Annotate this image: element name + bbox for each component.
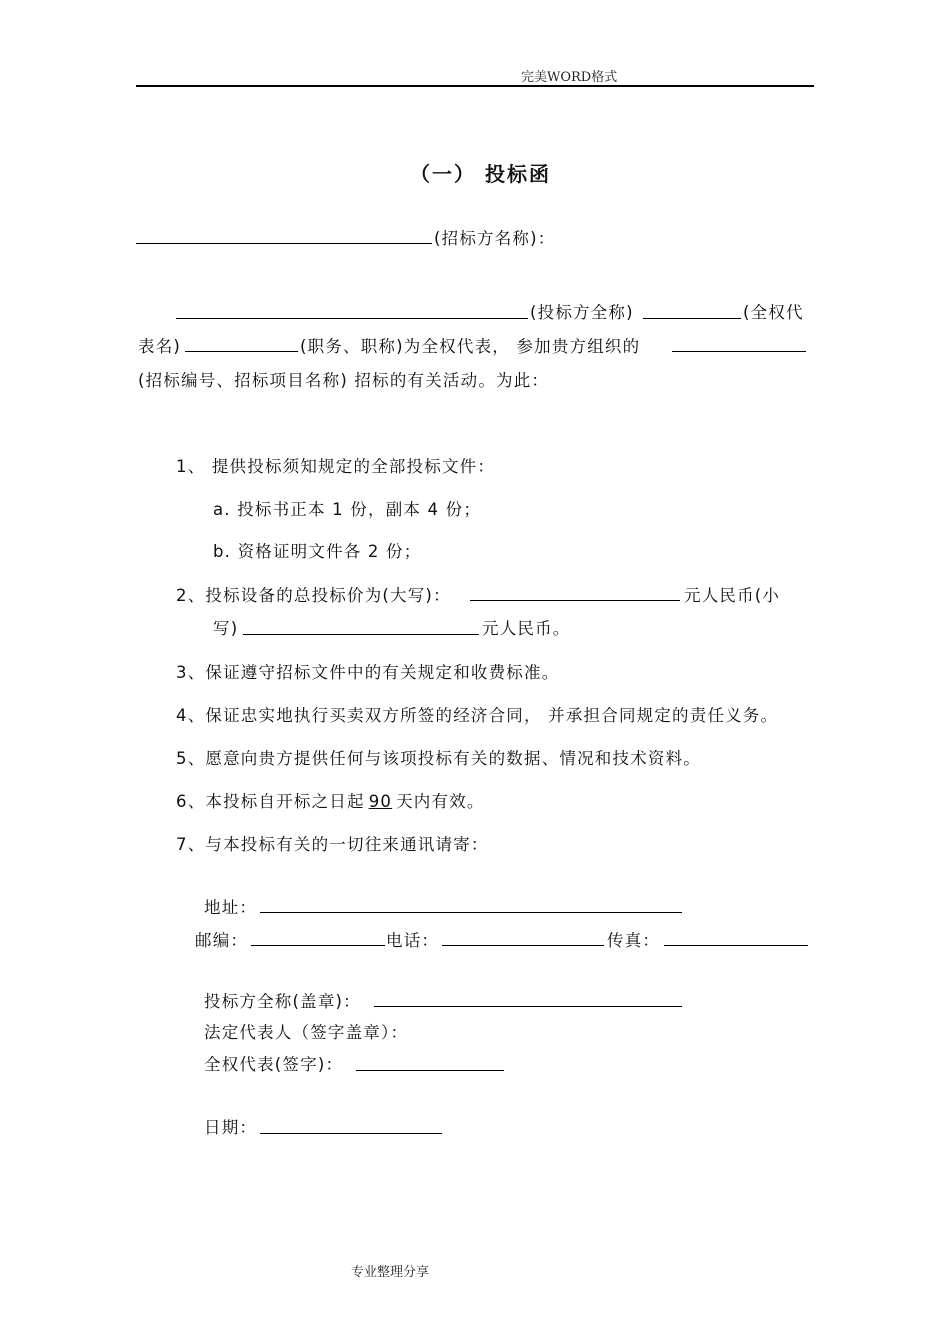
authorized-rep-blank bbox=[356, 1070, 504, 1071]
organizer-blank bbox=[672, 351, 806, 352]
phone-label: 电话： bbox=[386, 931, 440, 950]
address-blank bbox=[260, 912, 682, 913]
bidder-seal-label: 投标方全称(盖章)： bbox=[204, 992, 361, 1011]
price-figures-blank bbox=[243, 634, 479, 635]
item-1b: b. 资格证明文件各 2 份； bbox=[213, 542, 422, 561]
legal-rep-label: 法定代表人（签字盖章）： bbox=[204, 1023, 409, 1042]
addressee-blank bbox=[136, 243, 432, 244]
phone-blank bbox=[442, 945, 604, 946]
intro-line2-b: (职务、职称)为全权代表， 参加贵方组织的 bbox=[300, 337, 641, 356]
addressee-label: (招标方名称)： bbox=[434, 229, 556, 248]
document-title: （一） 投标函 bbox=[410, 162, 551, 186]
fax-label: 传真： bbox=[607, 931, 661, 950]
page-footer: 专业整理分享 bbox=[351, 1265, 430, 1280]
item-5: 5、愿意向贵方提供任何与该项投标有关的数据、情况和技术资料。 bbox=[176, 749, 701, 768]
authorized-rep-label: 全权代表(签字)： bbox=[204, 1055, 344, 1074]
price-words-blank bbox=[470, 600, 680, 601]
rep-title-blank bbox=[185, 351, 298, 352]
address-label: 地址： bbox=[204, 898, 258, 917]
rep-name-blank bbox=[643, 318, 741, 319]
header-rule bbox=[136, 85, 814, 87]
postcode-label: 邮编： bbox=[195, 931, 249, 950]
item-6 bbox=[176, 788, 485, 812]
bidder-seal-blank bbox=[374, 1006, 682, 1007]
item-2-line2-prefix: 写) bbox=[213, 619, 239, 638]
intro-line2-a: 表名) bbox=[138, 337, 182, 356]
bidder-name-blank bbox=[176, 318, 528, 319]
item-6-prefix: 6、本投标自开标之日起 bbox=[176, 792, 365, 811]
item-2-prefix: 2、投标设备的总投标价为(大写)： bbox=[176, 586, 451, 605]
intro-line1-a: (投标方全称) bbox=[530, 303, 634, 322]
item-7: 7、与本投标有关的一切往来通讯请寄： bbox=[176, 835, 489, 854]
item-4: 4、保证忠实地执行买卖双方所签的经济合同， 并承担合同规定的责任义务。 bbox=[176, 706, 779, 725]
item-2-line2-suffix: 元人民币。 bbox=[482, 619, 571, 638]
item-1: 1、 提供投标须知规定的全部投标文件： bbox=[176, 457, 496, 476]
item-2-mid: 元人民币(小 bbox=[684, 586, 781, 605]
intro-line1-b: (全权代 bbox=[743, 303, 804, 322]
date-blank bbox=[260, 1133, 442, 1134]
item-3: 3、保证遵守招标文件中的有关规定和收费标准。 bbox=[176, 663, 560, 682]
date-label: 日期： bbox=[204, 1118, 258, 1137]
page-header: 完美WORD格式 bbox=[521, 70, 618, 85]
intro-line3: (招标编号、招标项目名称) 招标的有关活动。为此： bbox=[138, 371, 550, 390]
validity-days: 90 bbox=[368, 792, 393, 811]
item-6-suffix: 天内有效。 bbox=[396, 792, 485, 811]
fax-blank bbox=[664, 945, 808, 946]
item-1a: a. 投标书正本 1 份，副本 4 份； bbox=[213, 500, 482, 519]
postcode-blank bbox=[251, 945, 385, 946]
